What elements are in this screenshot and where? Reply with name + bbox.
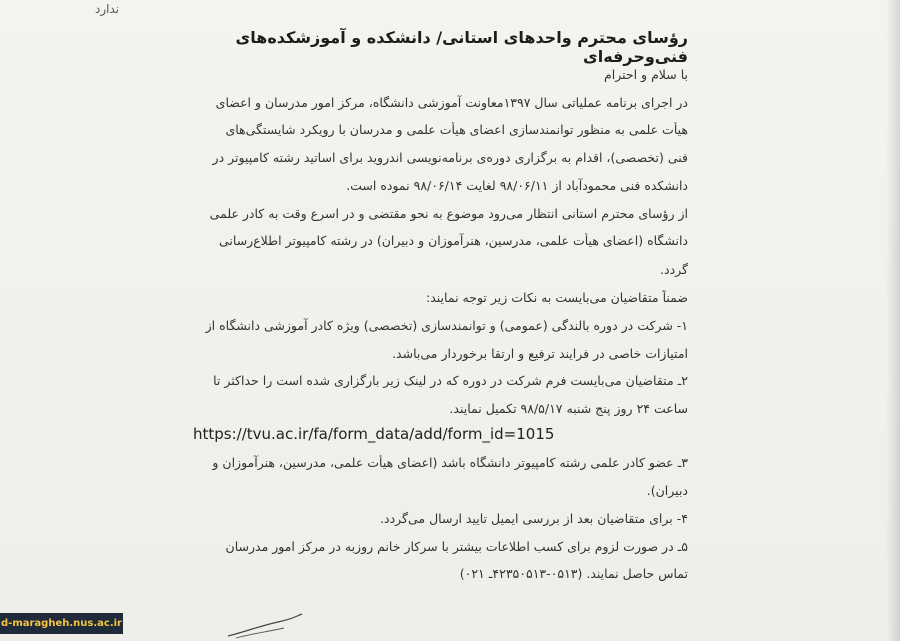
paragraph2-line3: گردد.	[660, 262, 688, 277]
signature-stroke-icon	[226, 610, 306, 640]
item2-line2: ساعت ۲۴ روز پنج شنبه ۹۸/۵/۱۷ تکمیل نمایند.	[449, 401, 688, 416]
paragraph2-line1: از رؤسای محترم استانی انتظار می‌رود موضوع به نحو مقتضی و در اسرع وقت به کادر علمی	[209, 206, 688, 221]
item1-line1: ۱- شرکت در دوره بالندگی (عمومی) و توانمندسازی (تخصصی) ویژه کادر آموزشی دانشگاه از	[205, 318, 688, 333]
notes-intro: ضمناً متقاضیان می‌بایست به نکات زیر توجه نمایند:	[426, 290, 688, 305]
item1-line2: امتیازات خاصی در فرایند ترفیع و ارتقا برخوردار می‌باشد.	[392, 346, 688, 361]
scan-edge-shadow	[886, 0, 900, 641]
item5-line1: ۵ـ در صورت لزوم برای کسب اطلاعات بیشتر با سرکار خانم روزبه در مرکز امور مدرسان	[225, 539, 688, 554]
item3-line1: ۳ـ عضو کادر علمی رشته کامپیوتر دانشگاه باشد (اعضای هیأت علمی، مدرسین، هنرآموزان و	[212, 455, 688, 470]
form-url-link[interactable]: https://tvu.ac.ir/fa/form_data/add/form_id=1015	[193, 425, 555, 443]
paragraph2-line2: دانشگاه (اعضای هیأت علمی، مدرسین، هنرآموزان و دبیران) در رشته کامپیوتر اطلاع‌رسانی	[218, 233, 688, 248]
greeting: با سلام و احترام	[604, 67, 688, 82]
site-watermark: d-maragheh.nus.ac.ir	[0, 613, 123, 634]
item2-line1: ۲ـ متقاضیان می‌بایست فرم شرکت در دوره که در لینک زیر بارگزاری شده است را حداکثر تا	[213, 373, 688, 388]
top-note: ندارد	[95, 2, 120, 16]
item5-line2: تماس حاصل نمایند. (۰۵۱۳-۴۲۳۵۰۵۱۳ـ ۰۲۱)	[459, 566, 688, 581]
paragraph1-line1: در اجرای برنامه عملیاتی سال ۱۳۹۷معاونت آموزشی دانشگاه، مرکز امور مدرسان و اعضای	[215, 95, 688, 110]
item3-line2: دبیران).	[646, 483, 688, 498]
paragraph1-line2: هیأت علمی به منظور توانمندسازی اعضای هیأت علمی و مدرسان با رویکرد شایستگی‌های	[225, 122, 688, 137]
paragraph1-line4: دانشکده فنی محمودآباد از ۹۸/۰۶/۱۱ لغایت ۹۸/۰۶/۱۴ نموده است.	[346, 178, 688, 193]
item4: ۴- برای متقاضیان بعد از بررسی ایمیل تایید ارسال می‌گردد.	[380, 511, 688, 526]
paragraph1-line3: فنی (تخصصی)، اقدام به برگزاری دوره‌ی برنامه‌نویسی اندروید برای اساتید رشته کامپیوتر در	[212, 150, 688, 165]
letter-title: رؤسای محترم واحدهای استانی/ دانشکده و آموزشکده‌های فنی‌وحرفه‌ای	[235, 28, 688, 66]
